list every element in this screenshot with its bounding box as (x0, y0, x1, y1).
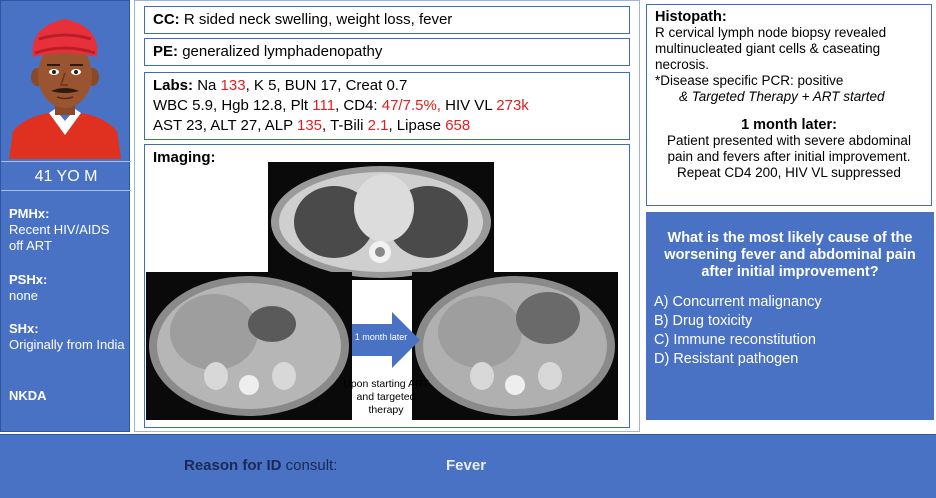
labs-line-1 (153, 76, 621, 96)
pshx-label: PSHx: (9, 272, 48, 287)
abdominal-ct-after (412, 272, 618, 420)
imaging-caption: Upon starting ART and targeted therapy (343, 378, 429, 416)
option-c[interactable]: C) Immune reconstitution (654, 332, 816, 348)
pcr-result: *Disease specific PCR: positive (655, 73, 844, 88)
chief-complaint (144, 6, 630, 34)
labs-label: Labs: (153, 77, 194, 94)
labs-line3-part-5: 658 (445, 117, 471, 134)
pe-label: PE: (153, 43, 179, 60)
labs-line2-part-1: 111 (312, 97, 336, 114)
labs-line2-part-2: , CD4: (335, 97, 382, 114)
question-text: What is the most likely cause of the worsening fever and abdominal pain after initial improvement? (664, 230, 916, 280)
labs-line3-part-4: , Lipase (388, 117, 446, 134)
pshx-section (9, 272, 127, 304)
patient-avatar (5, 5, 125, 159)
later-text: Patient presented with severe abdominal pain and fevers after initial improvement. Repeat CD4 200, HIV VL suppressed (667, 133, 911, 180)
reason-value: Fever (446, 457, 487, 474)
histopath-box (646, 4, 932, 206)
cc-text: R sided neck swelling, weight loss, fever (183, 11, 453, 28)
labs-line2-part-4: HIV VL (440, 97, 497, 114)
labs-line-2 (153, 96, 621, 116)
labs-line3-part-0: AST 23, ALT 27, ALP (153, 117, 297, 134)
labs-line3-part-2: , T-Bili (322, 117, 368, 134)
therapy-text: & Targeted Therapy + ART started (679, 89, 885, 104)
labs-line2-part-3: 47/7.5%, (381, 97, 441, 114)
chest-ct-image (268, 162, 494, 280)
consult-footer (0, 434, 936, 498)
later-label: 1 month later: (741, 117, 837, 133)
labs-box (144, 72, 630, 140)
pmhx-label: PMHx: (9, 206, 50, 221)
option-d[interactable]: D) Resistant pathogen (654, 351, 799, 367)
allergy-text: NKDA (9, 388, 47, 403)
shx-label: SHx: (9, 321, 39, 336)
reason-rest: consult: (281, 457, 338, 474)
imaging-label: Imaging: (153, 149, 216, 166)
labs-line3-part-1: 135 (297, 117, 323, 134)
question-box (646, 212, 934, 420)
histopath-text: R cervical lymph node biopsy revealed multinucleated giant cells & caseating necrosis. (655, 25, 887, 72)
cc-label: CC: (153, 11, 180, 28)
option-a[interactable]: A) Concurrent malignancy (654, 294, 822, 310)
labs-line1-part-1: 133 (220, 77, 246, 94)
labs-line2-part-0: WBC 5.9, Hgb 12.8, Plt (153, 97, 313, 114)
labs-line1-part-0: Na (197, 77, 221, 94)
labs-line3-part-3: 2.1 (367, 117, 389, 134)
physical-exam (144, 38, 630, 66)
labs-line2-part-5: 273k (496, 97, 529, 114)
avatar-illustration (5, 5, 125, 159)
labs-line-3 (153, 116, 621, 136)
reason-label (184, 457, 337, 474)
shx-section (9, 321, 127, 353)
patient-panel (0, 0, 130, 432)
pshx-text: none (9, 288, 38, 303)
reason-bold: Reason for ID (184, 457, 282, 474)
arrow-label: 1 month later (354, 332, 408, 342)
abdominal-ct-before (146, 272, 352, 420)
pmhx-text: Recent HIV/AIDS off ART (9, 222, 110, 253)
option-b[interactable]: B) Drug toxicity (654, 313, 753, 329)
histopath-label: Histopath: (655, 9, 727, 25)
labs-line1-part-2: , K 5, BUN 17, Creat 0.7 (245, 77, 408, 94)
allergy-section (9, 388, 127, 404)
shx-text: Originally from India (9, 337, 125, 352)
patient-age-sex: 41 YO M (1, 161, 131, 191)
pmhx-section (9, 206, 127, 254)
pe-text: generalized lymphadenopathy (182, 43, 383, 60)
